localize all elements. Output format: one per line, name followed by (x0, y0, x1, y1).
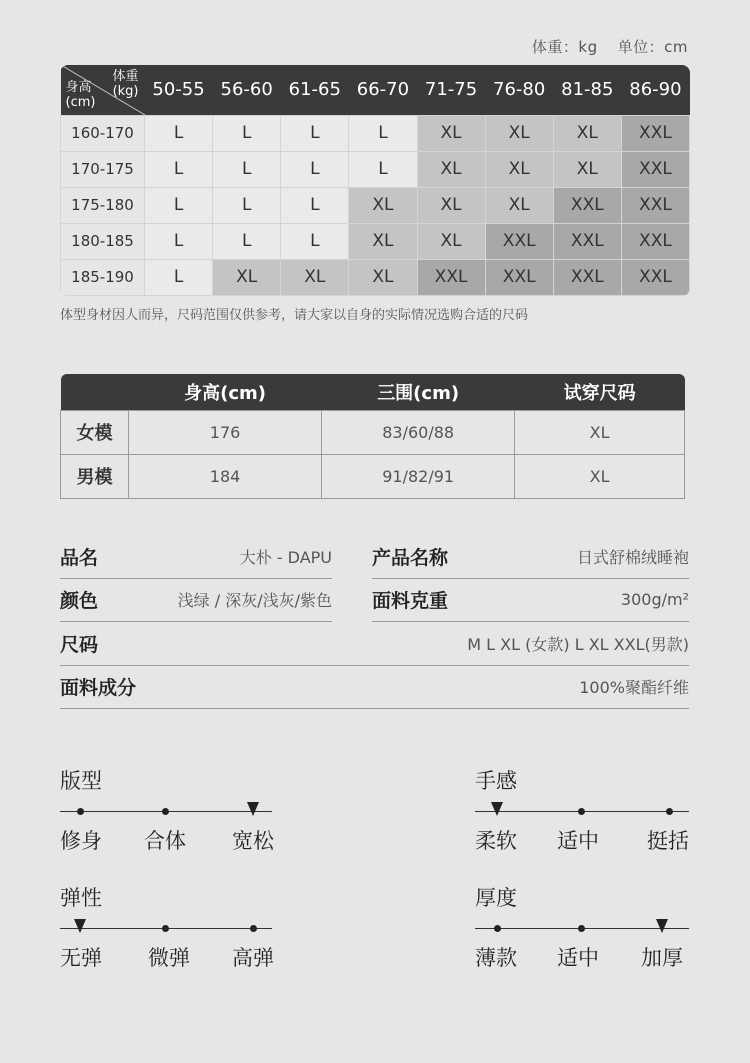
model-size: XL (515, 410, 685, 454)
weight-column-header: 76-80 (485, 65, 553, 115)
corner-weight-unit: (kg) (112, 84, 139, 99)
hand-feel-scale (475, 765, 689, 855)
info-value: 300g/m² (620, 590, 689, 609)
info-value: M L XL (女款) L XL XXL(男款) (467, 635, 689, 654)
info-row-product (372, 535, 689, 579)
model-header-blank (61, 374, 129, 410)
size-cell: XL (417, 223, 485, 259)
corner-weight-label: 体重 (112, 69, 139, 84)
table-row (61, 115, 690, 151)
info-value: 浅绿 / 深灰/浅灰/紫色 (177, 591, 332, 610)
size-cell: XL (485, 187, 553, 223)
weight-column-header: 50-55 (145, 65, 213, 115)
weight-column-header: 81-85 (553, 65, 621, 115)
scale-label: 无弹 (60, 946, 102, 970)
scale-dot (578, 808, 585, 815)
size-cell: L (349, 151, 417, 187)
size-cell: XXL (553, 187, 621, 223)
selected-marker-icon (74, 919, 86, 933)
height-row-header: 175-180 (61, 187, 145, 223)
table-row (61, 223, 690, 259)
size-cell: XL (349, 223, 417, 259)
size-cell: L (281, 151, 349, 187)
scale-dot (162, 925, 169, 932)
info-key: 尺码 (60, 634, 99, 656)
scale-dot (77, 808, 84, 815)
info-key: 颜色 (60, 590, 99, 612)
size-cell: L (145, 151, 213, 187)
model-label: 男模 (61, 454, 129, 498)
size-cell: XXL (553, 259, 621, 295)
model-measure: 83/60/88 (322, 410, 515, 454)
size-cell: L (349, 115, 417, 151)
selected-marker-icon (247, 802, 259, 816)
model-fit-table (60, 374, 685, 499)
table-corner-header (61, 65, 145, 115)
scale-label: 适中 (557, 829, 599, 853)
model-header-size: 试穿尺码 (515, 374, 685, 410)
model-header-measure: 三围(cm) (322, 374, 515, 410)
scale-label: 薄款 (475, 946, 517, 970)
scale-title: 弹性 (60, 886, 102, 910)
size-cell: XL (213, 259, 281, 295)
elasticity-scale (60, 882, 272, 972)
weight-column-header: 86-90 (621, 65, 689, 115)
size-cell: XL (349, 187, 417, 223)
info-row-composition (60, 665, 689, 709)
info-key: 产品名称 (372, 547, 449, 569)
info-row-size (60, 622, 689, 666)
info-value: 日式舒棉绒睡袍 (576, 548, 689, 567)
size-disclaimer: 体型身材因人而异，尺码范围仅供参考，请大家以自身的实际情况选购合适的尺码 (60, 308, 529, 323)
scale-label: 微弹 (148, 946, 190, 970)
size-cell: XL (417, 115, 485, 151)
size-chart-table (60, 65, 690, 296)
table-row (61, 259, 690, 295)
size-cell: XXL (621, 223, 689, 259)
table-row (61, 187, 690, 223)
weight-column-header: 71-75 (417, 65, 485, 115)
scale-label: 加厚 (641, 946, 683, 970)
scale-label: 适中 (557, 946, 599, 970)
fit-scale (60, 765, 272, 855)
table-row (61, 410, 685, 454)
size-cell: XXL (417, 259, 485, 295)
info-row-fabric-weight (372, 578, 689, 622)
weight-column-header: 66-70 (349, 65, 417, 115)
size-cell: XL (417, 151, 485, 187)
size-cell: L (281, 223, 349, 259)
scale-label: 挺括 (647, 829, 689, 853)
info-value: 大朴 - DAPU (239, 548, 332, 567)
size-cell: XXL (485, 259, 553, 295)
scale-label: 柔软 (475, 829, 517, 853)
size-cell: L (145, 259, 213, 295)
scale-dot (578, 925, 585, 932)
height-row-header: 185-190 (61, 259, 145, 295)
scale-label: 修身 (60, 829, 102, 853)
units-note (532, 36, 688, 57)
size-cell: XL (349, 259, 417, 295)
size-cell: XXL (621, 151, 689, 187)
size-cell: L (213, 223, 281, 259)
size-cell: XXL (485, 223, 553, 259)
corner-height-unit: (cm) (65, 94, 96, 110)
weight-unit: 体重：kg (531, 38, 598, 56)
model-height: 176 (129, 410, 322, 454)
scale-title: 版型 (60, 769, 102, 793)
weight-column-header: 56-60 (213, 65, 281, 115)
size-cell: L (213, 115, 281, 151)
size-cell: L (213, 187, 281, 223)
scale-dot (162, 808, 169, 815)
weight-column-header: 61-65 (281, 65, 349, 115)
size-cell: L (145, 187, 213, 223)
selected-marker-icon (656, 919, 668, 933)
scale-label: 高弹 (232, 946, 274, 970)
size-cell: XXL (553, 223, 621, 259)
size-cell: L (145, 223, 213, 259)
thickness-scale (475, 882, 689, 972)
size-cell: XXL (621, 187, 689, 223)
table-row (61, 454, 685, 498)
size-cell: XL (485, 151, 553, 187)
scale-title: 手感 (475, 769, 517, 793)
model-size: XL (515, 454, 685, 498)
size-cell: XL (417, 187, 485, 223)
size-cell: XXL (621, 259, 689, 295)
size-cell: L (281, 187, 349, 223)
model-label: 女模 (61, 410, 129, 454)
model-header-height: 身高(cm) (129, 374, 322, 410)
info-value: 100%聚酯纤维 (579, 678, 689, 697)
scale-label: 宽松 (232, 829, 274, 853)
height-row-header: 160-170 (61, 115, 145, 151)
size-cell: XL (553, 115, 621, 151)
selected-marker-icon (491, 802, 503, 816)
info-row-color (60, 578, 332, 622)
height-row-header: 180-185 (61, 223, 145, 259)
table-row (61, 151, 690, 187)
size-cell: XL (553, 151, 621, 187)
scale-dot (666, 808, 673, 815)
size-cell: XXL (621, 115, 689, 151)
model-height: 184 (129, 454, 322, 498)
size-cell: XL (281, 259, 349, 295)
scale-label: 合体 (144, 829, 186, 853)
info-key: 面料克重 (372, 590, 449, 612)
height-row-header: 170-175 (61, 151, 145, 187)
scale-dot (494, 925, 501, 932)
info-key: 品名 (60, 547, 99, 569)
size-cell: L (213, 151, 281, 187)
scale-dot (250, 925, 257, 932)
size-cell: L (145, 115, 213, 151)
info-key: 面料成分 (60, 677, 137, 699)
scale-title: 厚度 (475, 886, 517, 910)
size-cell: L (281, 115, 349, 151)
length-unit: 单位：cm (617, 38, 688, 56)
corner-height-label: 身高 (65, 79, 92, 95)
model-measure: 91/82/91 (322, 454, 515, 498)
size-cell: XL (485, 115, 553, 151)
info-row-name (60, 535, 332, 579)
